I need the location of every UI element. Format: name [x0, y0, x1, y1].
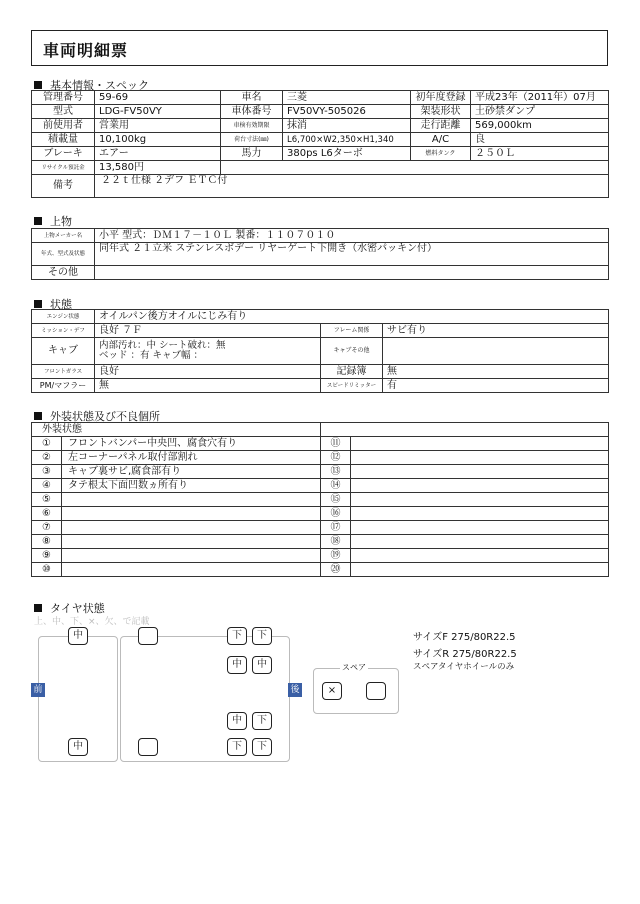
katashiki-value: LDG-FV50VY	[95, 105, 221, 119]
exterior-row	[32, 507, 609, 521]
tire-axle2-left	[138, 627, 158, 645]
katashiki-label: 型式	[32, 105, 95, 119]
title-box	[31, 30, 608, 66]
exterior-no-left: ⑥	[32, 507, 62, 521]
exterior-table	[31, 422, 609, 577]
exterior-no-left: ②	[32, 451, 62, 465]
nidai-label: 荷台寸法(㎜)	[221, 133, 283, 147]
exterior-text-left: 左コーナーパネル取付部割れ	[62, 451, 321, 465]
tire-rear2-left-inner: 中	[252, 656, 272, 674]
frame-label: フレーム関係	[321, 324, 383, 338]
soko-label: 走行距離	[411, 119, 471, 133]
exterior-no-left: ③	[32, 465, 62, 479]
maker-value: 小平 型式：ＤＭ１７－１０Ｌ 製番：１１０７０１０	[95, 229, 609, 243]
exterior-row	[32, 451, 609, 465]
exterior-no-right: ⑱	[321, 535, 351, 549]
sekisai-label: 積載量	[32, 133, 95, 147]
tire-front-left: 中	[68, 627, 88, 645]
exterior-no-right: ⑮	[321, 493, 351, 507]
kiroku-value: 無	[383, 365, 609, 379]
mission-value: 良好 ７Ｆ	[95, 324, 321, 338]
exterior-text-right	[351, 549, 609, 563]
nenshiki-label: 年式、型式及状態	[32, 243, 95, 266]
exterior-no-left: ⑨	[32, 549, 62, 563]
body-table	[31, 228, 609, 280]
cab-other-value	[383, 338, 609, 365]
cab-other-label: キャブその他	[321, 338, 383, 365]
exterior-text-left	[62, 493, 321, 507]
tire-rear1-right-outer: 下	[252, 738, 272, 756]
other-value	[95, 266, 609, 280]
exterior-row	[32, 493, 609, 507]
recycle-label: リサイクル預託金	[32, 161, 95, 175]
exterior-text-left: フロントバンパー中央凹、腐食穴有り	[62, 437, 321, 451]
exterior-text-right	[351, 521, 609, 535]
zen-label: 前使用者	[32, 119, 95, 133]
exterior-text-left	[62, 563, 321, 577]
section-body-heading: 上物	[34, 213, 72, 229]
section-basic-heading: 基本情報・スペック	[34, 77, 149, 93]
exterior-text-left: タテ根太下面凹数ヵ所有り	[62, 479, 321, 493]
shamei-value: 三菱	[283, 91, 411, 105]
exterior-row	[32, 549, 609, 563]
biko-label: 備考	[32, 175, 95, 198]
zen-value: 営業用	[95, 119, 221, 133]
exterior-no-right: ⑳	[321, 563, 351, 577]
tire-axle2-right	[138, 738, 158, 756]
tire-rear1-left-outer: 下	[227, 627, 247, 645]
tire-legend: 上、中、下、×、欠、で記載	[34, 617, 150, 627]
sekisai-value: 10,100kg	[95, 133, 221, 147]
exterior-no-left: ④	[32, 479, 62, 493]
bariki-label: 馬力	[221, 147, 283, 161]
page-title: 車両明細票	[43, 41, 129, 60]
exterior-text-left	[62, 521, 321, 535]
ac-label: A/C	[411, 133, 471, 147]
tank-value: ２５０Ｌ	[471, 147, 609, 161]
shaken-label: 車検有効期限	[221, 119, 283, 133]
exterior-header: 外装状態	[32, 423, 321, 437]
frame-value: サビ有り	[383, 324, 609, 338]
exterior-row	[32, 479, 609, 493]
section-exterior-heading: 外装状態及び不良個所	[34, 408, 160, 424]
shamei-label: 車名	[221, 91, 283, 105]
exterior-row	[32, 535, 609, 549]
exterior-text-left	[62, 507, 321, 521]
glass-label: フロントガラス	[32, 365, 95, 379]
shodo-value: 平成23年（2011年）07月	[471, 91, 609, 105]
cab-label: キャブ	[32, 338, 95, 365]
shatai-label: 車体番号	[221, 105, 283, 119]
exterior-no-left: ⑧	[32, 535, 62, 549]
exterior-text-right	[351, 563, 609, 577]
shodo-label: 初年度登録	[411, 91, 471, 105]
exterior-no-right: ⑪	[321, 437, 351, 451]
nidai-value: L6,700×W2,350×H1,340	[283, 133, 411, 147]
spare-note: スペアタイヤホイールのみ	[413, 662, 515, 672]
tire-size-rear: サイズR 275/80R22.5	[413, 649, 517, 660]
exterior-text-right	[351, 465, 609, 479]
condition-table	[31, 309, 609, 393]
exterior-no-right: ⑯	[321, 507, 351, 521]
tire-spare-2	[366, 682, 386, 700]
exterior-row	[32, 465, 609, 479]
tire-front-right: 中	[68, 738, 88, 756]
exterior-row	[32, 563, 609, 577]
cab-line1: 内部汚れ：中 シート破れ：無	[99, 340, 226, 351]
exterior-no-right: ⑫	[321, 451, 351, 465]
maker-label: 上物メーカー名	[32, 229, 95, 243]
speed-label: スピードリミッター	[321, 379, 383, 393]
nenshiki-value: 同年式 ２１立米 ステンレスボデー リヤーゲート下開き（水密パッキン付）	[95, 243, 609, 266]
cab-value	[95, 338, 321, 365]
kaso-label: 架装形状	[411, 105, 471, 119]
tire-rear2-left-outer: 中	[227, 656, 247, 674]
glass-value: 良好	[95, 365, 321, 379]
exterior-no-right: ⑬	[321, 465, 351, 479]
exterior-text-right	[351, 437, 609, 451]
kanri-label: 管理番号	[32, 91, 95, 105]
front-tag: 前	[31, 683, 45, 697]
engine-label: エンジン状態	[32, 310, 95, 324]
mission-label: ミッション・デフ	[32, 324, 95, 338]
section-condition-heading: 状態	[34, 296, 72, 312]
exterior-no-left: ①	[32, 437, 62, 451]
kanri-value: 59-69	[95, 91, 221, 105]
other-label: その他	[32, 266, 95, 280]
exterior-no-right: ⑲	[321, 549, 351, 563]
tank-label: 燃料タンク	[411, 147, 471, 161]
speed-value: 有	[383, 379, 609, 393]
muffler-label: PM/マフラー	[32, 379, 95, 393]
exterior-text-left: キャブ裏サビ,腐食部有り	[62, 465, 321, 479]
exterior-no-left: ⑩	[32, 563, 62, 577]
exterior-no-left: ⑦	[32, 521, 62, 535]
brake-value: エアー	[95, 147, 221, 161]
shaken-value: 抹消	[283, 119, 411, 133]
exterior-text-left	[62, 549, 321, 563]
cab-line2: ベッド ：有 キャブ幅 ：	[99, 350, 204, 361]
bariki-value: 380ps L6ターボ	[283, 147, 411, 161]
recycle-value: 13,580円	[95, 161, 221, 175]
exterior-text-right	[351, 451, 609, 465]
exterior-text-right	[351, 507, 609, 521]
exterior-no-right: ⑰	[321, 521, 351, 535]
basic-table	[31, 90, 609, 198]
exterior-text-right	[351, 535, 609, 549]
exterior-text-right	[351, 479, 609, 493]
soko-value: 569,000km	[471, 119, 609, 133]
shatai-value: FV50VY-505026	[283, 105, 411, 119]
section-tire-heading: タイヤ状態	[34, 600, 105, 616]
kiroku-label: 記録簿	[321, 365, 383, 379]
brake-label: ブレーキ	[32, 147, 95, 161]
rear-tag: 後	[288, 683, 302, 697]
tire-rear1-left-inner: 下	[252, 627, 272, 645]
tire-size-front: サイズF 275/80R22.5	[413, 632, 516, 643]
engine-value: オイルパン後方オイルにじみ有り	[95, 310, 609, 324]
exterior-row	[32, 437, 609, 451]
exterior-row	[32, 521, 609, 535]
ac-value: 良	[471, 133, 609, 147]
biko-value: ２２ｔ仕様 ２デフ ＥＴＣ付	[95, 175, 609, 198]
exterior-no-left: ⑤	[32, 493, 62, 507]
kaso-value: 土砂禁ダンプ	[471, 105, 609, 119]
exterior-no-right: ⑭	[321, 479, 351, 493]
tire-rear2-right-outer: 下	[252, 712, 272, 730]
tire-rear2-right-inner: 中	[227, 712, 247, 730]
tire-rear1-right-inner: 下	[227, 738, 247, 756]
tire-spare-1: ×	[322, 682, 342, 700]
exterior-text-right	[351, 493, 609, 507]
exterior-text-left	[62, 535, 321, 549]
muffler-value: 無	[95, 379, 321, 393]
spare-label: スペア	[342, 663, 366, 672]
